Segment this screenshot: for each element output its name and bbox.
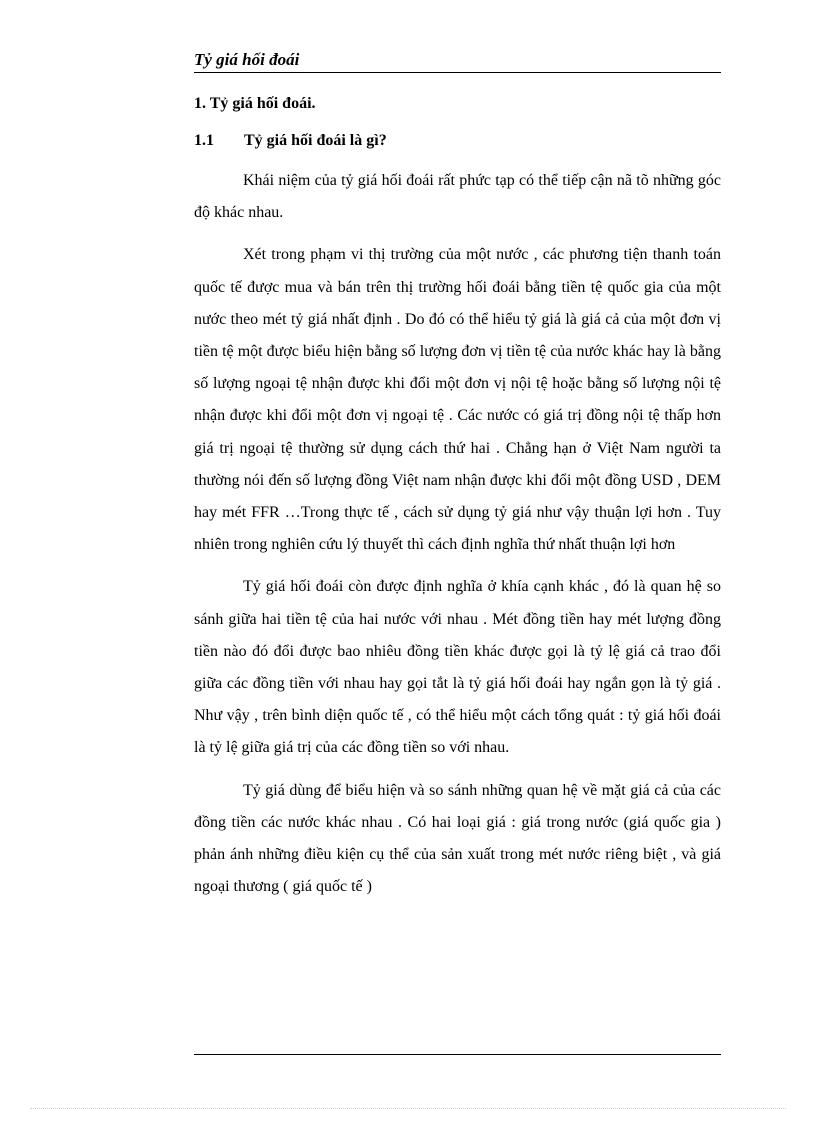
page-header <box>194 48 721 73</box>
paragraph-definition-intro: Khái niệm của tỷ giá hối đoái rất phức tạp có thể tiếp cận nã tõ những góc độ khác nhau. <box>194 172 721 222</box>
paragraph-market-scope: Xét trong phạm vi thị trường của một nước , các phương tiện thanh toán quốc tế được mua và bán trên thị trường hối đoái bằng tiền tệ quốc gia của một nước theo mét tỷ giá nhất định . Do đó có thể hiểu tỷ giá là giá cả của một đơn vị tiền tệ một được biểu hiện bằng số lượng đơn vị tiền tệ của nước khác hay là bằng số lượng ngoại tệ nhận được khi đổi một đơn vị nội tệ hoặc bằng số lượng nội tệ nhận được khi đổi một đơn vị ngoại tệ . Các nước có giá trị đồng nội tệ thấp hơn giá trị ngoại tệ thường sử dụng cách thứ hai . Chẳng hạn ở Việt Nam người ta thường nói đến số lượng đồng Việt nam nhận được khi đổi một đồng USD , DEM hay mét FFR …Trong thực tế , cách sử dụng tỷ giá như vậy thuận lợi hơn . Tuy nhiên trong nghiên cứu lý thuyết thì cách định nghĩa thứ nhất thuận lợi hơn <box>194 246 721 554</box>
paragraph-price-comparison: Tỷ giá dùng để biểu hiện và so sánh những quan hệ về mặt giá cả của các đồng tiền các nước khác nhau . Có hai loại giá : giá trong nước (giá quốc gia ) phản ánh những điều kiện cụ thể của sản xuất trong mét nước riêng biệt , và giá ngoại thương ( giá quốc tế ) <box>194 781 721 896</box>
subsection-heading <box>194 127 721 155</box>
subsection-title: Tỷ giá hối đoái là gì? <box>244 132 387 149</box>
subsection-number: 1.1 <box>194 132 214 149</box>
page-edge-divider <box>30 1108 786 1109</box>
paragraph-comparison-definition: Tỷ giá hối đoái còn được định nghĩa ở khía cạnh khác , đó là quan hệ so sánh giữa hai tiền tệ của hai nước với nhau . Mét đồng tiền hay mét lượng đồng tiền nào đó đổi được bao nhiêu đồng tiền khác được gọi là tỷ lệ giá cả trao đổi giữa các đồng tiền với nhau hay gọi tắt là tỷ giá hối đoái hay ngắn gọn là tỷ giá . Như vậy , trên bình diện quốc tế , có thể hiểu một cách tổng quát : tỷ giá hối đoái là tỷ lệ giữa giá trị của các đồng tiền so với nhau. <box>194 578 721 757</box>
header-title: Tỷ giá hối đoái <box>194 50 300 69</box>
page-content <box>194 90 721 913</box>
footer-rule <box>194 1054 721 1055</box>
section-heading: 1. Tỷ giá hối đoái. <box>194 95 316 112</box>
